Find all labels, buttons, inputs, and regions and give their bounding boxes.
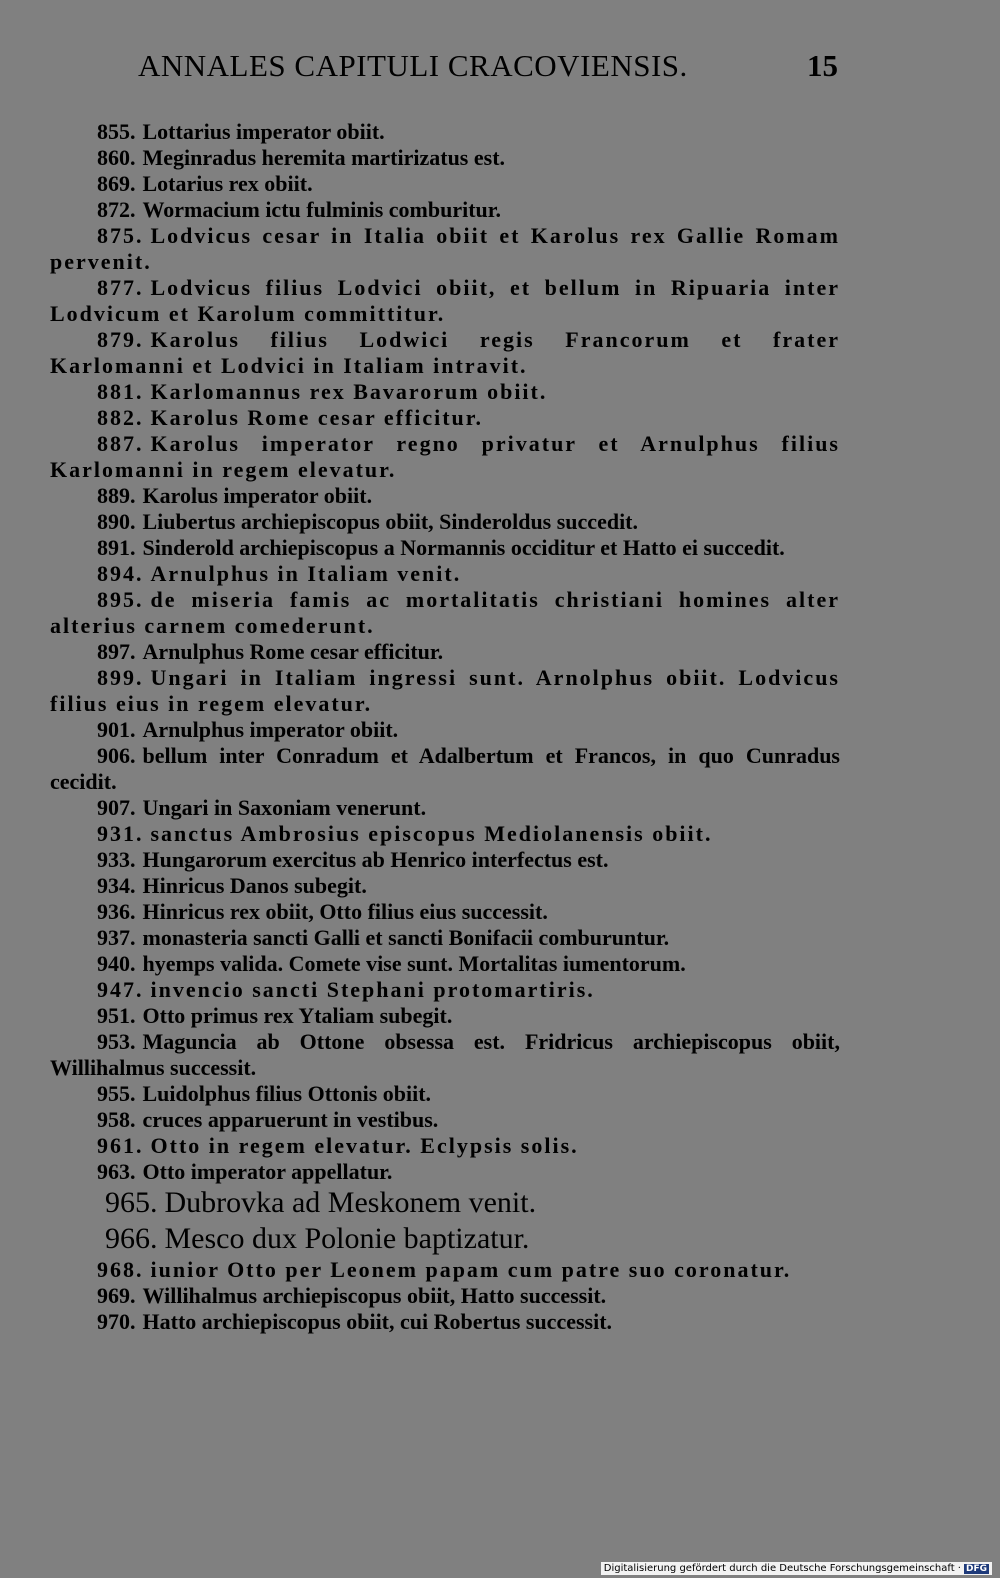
entry-text: Otto imperator appellatur. xyxy=(142,1159,393,1184)
entry-year: 887. xyxy=(97,431,144,456)
annal-entry-961 xyxy=(50,1133,840,1159)
entry-text: Lottarius imperator obiit. xyxy=(142,119,385,144)
entry-year: 937. xyxy=(97,925,136,950)
entry-text: de miseria famis ac mortalitatis christiani homines alter alterius carnem comederunt. xyxy=(50,587,840,638)
entry-year: 882. xyxy=(97,405,144,430)
entry-text: Karolus imperator obiit. xyxy=(142,483,373,508)
annal-entry-947 xyxy=(50,977,840,1003)
annal-entry-934 xyxy=(50,873,840,899)
entry-text: Otto primus rex Ytaliam subegit. xyxy=(142,1003,453,1028)
entry-year: 907. xyxy=(97,795,136,820)
entry-text: Wormacium ictu fulminis comburitur. xyxy=(142,197,502,222)
entry-year: 970. xyxy=(97,1309,136,1334)
entry-text: Willihalmus archiepiscopus obiit, Hatto successit. xyxy=(142,1283,607,1308)
entry-text: Ungari in Saxoniam venerunt. xyxy=(142,795,427,820)
entry-year: 879. xyxy=(97,327,144,352)
entry-year: 855. xyxy=(97,119,136,144)
entry-year: 881. xyxy=(97,379,144,404)
entry-text: Karolus filius Lodwici regis Francorum et frater Karlomanni et Lodvici in Italiam intravit. xyxy=(50,327,840,378)
entry-year: 890. xyxy=(97,509,136,534)
entry-text: Karolus imperator regno privatur et Arnulphus filius Karlomanni in regem elevatur. xyxy=(50,431,840,482)
entry-text: Lodvicus filius Lodvici obiit, et bellum in Ripuaria inter Lodvicum et Karolum committitur. xyxy=(50,275,840,326)
entry-year: 947. xyxy=(97,977,144,1002)
dfg-logo: DFG xyxy=(965,1564,987,1574)
entry-year: 894. xyxy=(97,561,144,586)
annal-entry-882 xyxy=(50,405,840,431)
annal-entry-881 xyxy=(50,379,840,405)
entry-year: 891. xyxy=(97,535,136,560)
entry-year: 934. xyxy=(97,873,136,898)
annal-entry-969 xyxy=(50,1283,840,1309)
annal-entry-875 xyxy=(50,223,840,275)
entry-text: Otto in regem elevatur. Eclypsis solis. xyxy=(150,1133,579,1158)
entry-year: 940. xyxy=(97,951,136,976)
entry-year: 961. xyxy=(97,1133,144,1158)
entry-year: 869. xyxy=(97,171,136,196)
annal-entry-897 xyxy=(50,639,840,665)
annal-entry-899 xyxy=(50,665,840,717)
entry-year: 955. xyxy=(97,1081,136,1106)
annal-entry-966 xyxy=(50,1221,840,1257)
entry-text: Hinricus rex obiit, Otto filius eius successit. xyxy=(142,899,548,924)
annal-entry-877 xyxy=(50,275,840,327)
entry-year: 899. xyxy=(97,665,144,690)
annal-entry-889 xyxy=(50,483,840,509)
entry-text: invencio sancti Stephani protomartiris. xyxy=(150,977,595,1002)
entry-text: bellum inter Conradum et Adalbertum et Francos, in quo Cunradus cecidit. xyxy=(50,743,840,794)
entry-text: cruces apparuerunt in vestibus. xyxy=(142,1107,439,1132)
annal-entry-936 xyxy=(50,899,840,925)
annal-entry-955 xyxy=(50,1081,840,1107)
entry-year: 875. xyxy=(97,223,144,248)
entry-text: Lotarius rex obiit. xyxy=(142,171,313,196)
entry-text: Dubrovka ad Meskonem venit. xyxy=(164,1186,537,1219)
entry-text: Maguncia ab Ottone obsessa est. Fridricus archiepiscopus obiit, Willihalmus successit. xyxy=(50,1029,840,1080)
entry-year: 877. xyxy=(97,275,144,300)
entry-year: 958. xyxy=(97,1107,136,1132)
page-header xyxy=(138,48,838,88)
entry-year: 951. xyxy=(97,1003,136,1028)
annal-entry-951 xyxy=(50,1003,840,1029)
annal-entry-933 xyxy=(50,847,840,873)
entry-year: 860. xyxy=(97,145,136,170)
annal-entry-869 xyxy=(50,171,840,197)
entry-text: Arnulphus in Italiam venit. xyxy=(150,561,462,586)
annal-entry-940 xyxy=(50,951,840,977)
credit-text: Digitalisierung gefördert durch die Deutsche Forschungsgemeinschaft · xyxy=(603,1563,961,1574)
entry-text: Sinderold archiepiscopus a Normannis occiditur et Hatto ei succedit. xyxy=(142,535,785,560)
entry-text: Liubertus archiepiscopus obiit, Sinderoldus succedit. xyxy=(142,509,639,534)
annals-entries xyxy=(50,119,840,1335)
entry-text: Arnulphus imperator obiit. xyxy=(142,717,399,742)
annal-entry-894 xyxy=(50,561,840,587)
annal-entry-968 xyxy=(50,1257,840,1283)
annal-entry-970 xyxy=(50,1309,840,1335)
entry-year: 906. xyxy=(97,743,136,768)
entry-text: Ungari in Italiam ingressi sunt. Arnolphus obiit. Lodvicus filius eius in regem elevatur. xyxy=(50,665,840,716)
entry-text: Luidolphus filius Ottonis obiit. xyxy=(142,1081,432,1106)
annal-entry-906 xyxy=(50,743,840,795)
entry-text: iunior Otto per Leonem papam cum patre suo coronatur. xyxy=(150,1257,792,1282)
entry-year: 953. xyxy=(97,1029,136,1054)
entry-text: Lodvicus cesar in Italia obiit et Karolus rex Gallie Romam pervenit. xyxy=(50,223,840,274)
annal-entry-901 xyxy=(50,717,840,743)
annal-entry-891 xyxy=(50,535,840,561)
entry-text: Hinricus Danos subegit. xyxy=(142,873,367,898)
entry-text: Mesco dux Polonie baptizatur. xyxy=(164,1222,530,1255)
annal-entry-937 xyxy=(50,925,840,951)
annal-entry-890 xyxy=(50,509,840,535)
entry-year: 965. xyxy=(105,1186,158,1219)
annal-entry-931 xyxy=(50,821,840,847)
annal-entry-963 xyxy=(50,1159,840,1185)
annal-entry-872 xyxy=(50,197,840,223)
entry-year: 872. xyxy=(97,197,136,222)
entry-year: 895. xyxy=(97,587,144,612)
entry-year: 933. xyxy=(97,847,136,872)
entry-text: Hungarorum exercitus ab Henrico interfectus est. xyxy=(142,847,609,872)
entry-year: 931. xyxy=(97,821,144,846)
annal-entry-907 xyxy=(50,795,840,821)
annal-entry-879 xyxy=(50,327,840,379)
annal-entry-965 xyxy=(50,1185,840,1221)
entry-text: Karlomannus rex Bavarorum obiit. xyxy=(150,379,548,404)
entry-year: 969. xyxy=(97,1283,136,1308)
annal-entry-855 xyxy=(50,119,840,145)
entry-year: 897. xyxy=(97,639,136,664)
entry-text: sanctus Ambrosius episcopus Mediolanensis obiit. xyxy=(150,821,713,846)
entry-year: 901. xyxy=(97,717,136,742)
entry-text: Karolus Rome cesar efficitur. xyxy=(150,405,484,430)
entry-year: 966. xyxy=(105,1222,158,1255)
digitization-credit xyxy=(601,1562,992,1575)
entry-text: monasteria sancti Galli et sancti Bonifacii comburuntur. xyxy=(142,925,670,950)
entry-year: 889. xyxy=(97,483,136,508)
entry-text: hyemps valida. Comete vise sunt. Mortalitas iumentorum. xyxy=(142,951,686,976)
page-number: 15 xyxy=(807,48,838,83)
entry-text: Arnulphus Rome cesar efficitur. xyxy=(142,639,444,664)
entry-year: 936. xyxy=(97,899,136,924)
entry-year: 968. xyxy=(97,1257,144,1282)
annal-entry-953 xyxy=(50,1029,840,1081)
running-title: ANNALES CAPITULI CRACOVIENSIS. xyxy=(138,48,688,83)
entry-year: 963. xyxy=(97,1159,136,1184)
annal-entry-895 xyxy=(50,587,840,639)
annal-entry-860 xyxy=(50,145,840,171)
entry-text: Hatto archiepiscopus obiit, cui Robertus successit. xyxy=(142,1309,613,1334)
entry-text: Meginradus heremita martirizatus est. xyxy=(142,145,506,170)
annal-entry-887 xyxy=(50,431,840,483)
annal-entry-958 xyxy=(50,1107,840,1133)
